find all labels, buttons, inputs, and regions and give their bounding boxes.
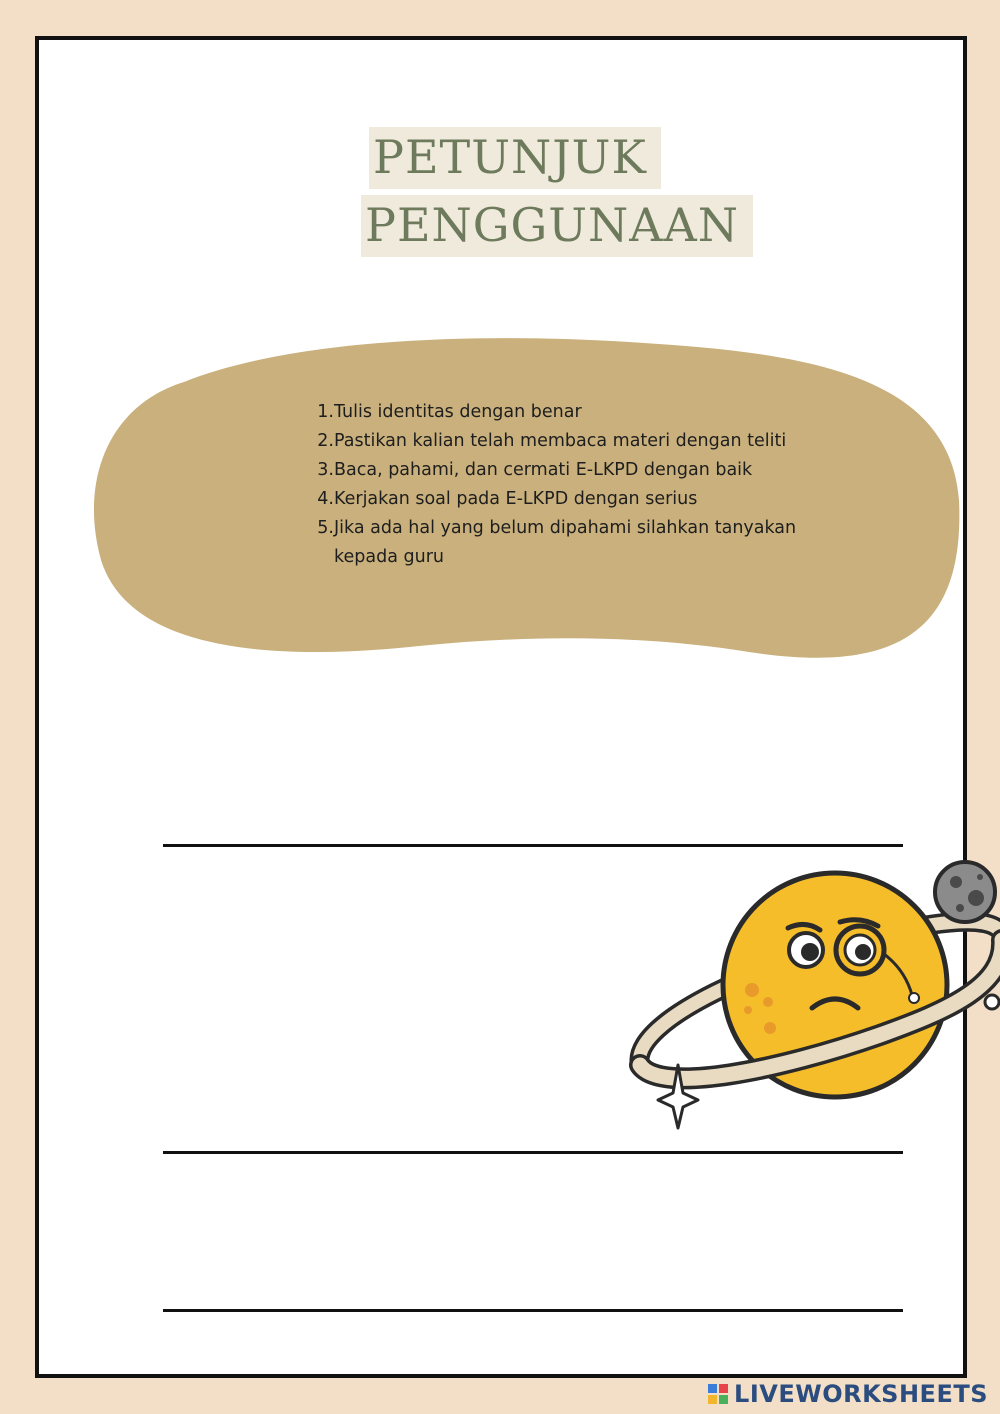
answer-line (163, 1151, 903, 1154)
instruction-text: Pastikan kalian telah membaca materi dengan teliti (334, 431, 787, 451)
liveworksheets-logo-icon (708, 1384, 728, 1404)
instruction-text: Baca, pahami, dan cermati E-LKPD dengan baik (334, 460, 753, 480)
instruction-number: 1. (317, 402, 334, 422)
instruction-item (314, 398, 854, 427)
instruction-item (314, 427, 854, 456)
instruction-item (314, 456, 854, 485)
instruction-number: 4. (317, 489, 334, 509)
answer-line (163, 844, 903, 847)
liveworksheets-watermark (708, 1380, 988, 1408)
instruction-number: 3. (317, 460, 334, 480)
instruction-text: Jika ada hal yang belum dipahami silahkan tanyakan kepada guru (334, 518, 797, 567)
instruction-text: Tulis identitas dengan benar (334, 402, 582, 422)
instructions-list (314, 398, 854, 572)
page-title-line-2: PENGGUNAAN (361, 195, 753, 257)
worksheet-page (35, 36, 967, 1378)
saturn-planet-icon (620, 850, 1000, 1130)
instruction-item (314, 514, 854, 572)
instruction-number: 5. (317, 518, 334, 538)
watermark-text: LIVEWORKSHEETS (734, 1380, 988, 1408)
instruction-text: Kerjakan soal pada E-LKPD dengan serius (334, 489, 698, 509)
page-title-line-1: PETUNJUK (369, 127, 661, 189)
instruction-number: 2. (317, 431, 334, 451)
instruction-item (314, 485, 854, 514)
answer-line (163, 1309, 903, 1312)
